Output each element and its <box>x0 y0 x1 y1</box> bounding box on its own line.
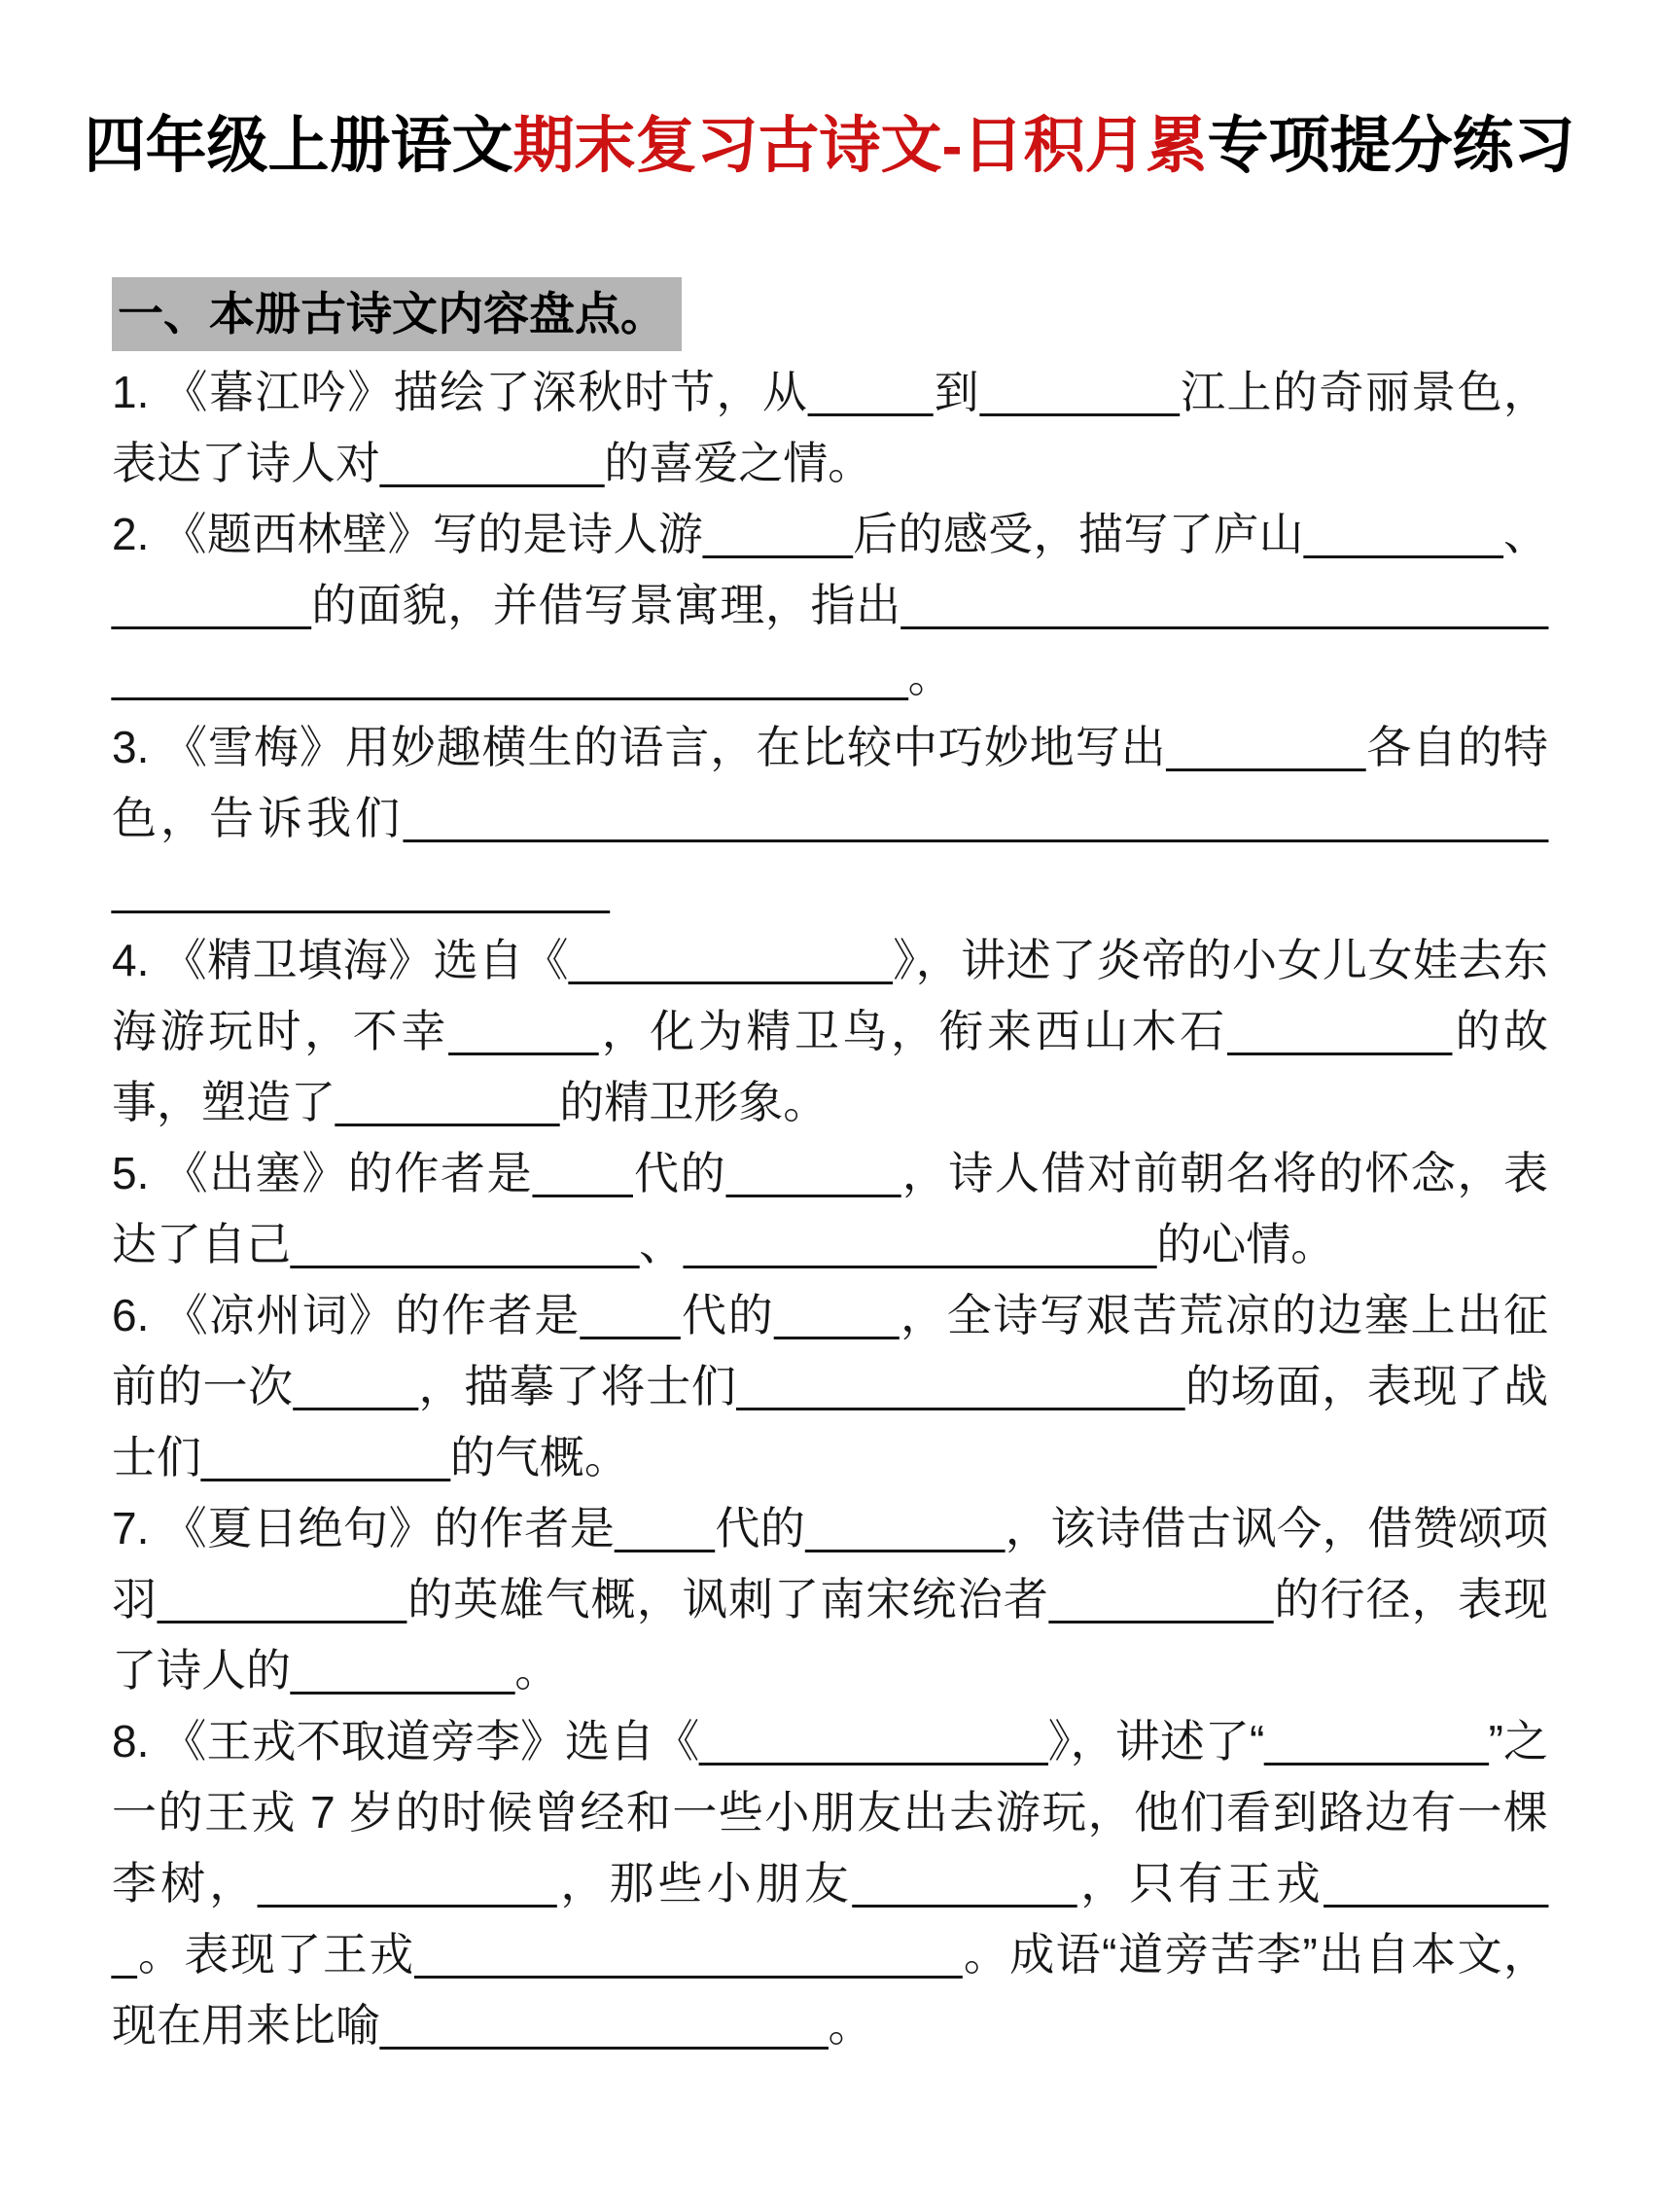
question-item-8: 8. 《王戎不取道旁李》选自《______________》，讲述了“_________”之一的王戎 7 岁的时候曾经和一些小朋友出去游玩，他们看到路边有一棵李树，____________，那些小朋友_________，只有王戎__________。表现了王戎______________________。成语“道旁苦李”出自本文，现在用来比喻__________________。 <box>112 1716 1548 2051</box>
title-segment-red: 期末复习古诗文-日积月累 <box>512 112 1208 180</box>
section-heading: 一、本册古诗文内容盘点。 <box>112 277 682 351</box>
question-item-2: 2. 《题西林壁》写的是诗人游______后的感受，描写了庐山________、________的面貌，并借写景寓理，指出__________________________________________________________。 <box>112 509 1548 701</box>
question-item-4: 4. 《精卫填海》选自《_____________》，讲述了炎帝的小女儿女娃去东海游玩时，不幸______，化为精卫鸟，衔来西山木石_________的故事，塑造了_________的精卫形象。 <box>112 935 1548 1127</box>
question-item-1: 1. 《暮江吟》描绘了深秋时节，从_____到________江上的奇丽景色，表达了诗人对_________的喜爱之情。 <box>112 367 1548 488</box>
question-item-3: 3. 《雪梅》用妙趣横生的语言，在比较中巧妙地写出________各自的特色，告诉我们__________________________________________________________________ <box>112 722 1548 914</box>
question-item-6: 6. 《凉州词》的作者是____代的_____，全诗写艰苦荒凉的边塞上出征前的一次_____，描摹了将士们__________________的场面，表现了战士们__________的气概。 <box>112 1290 1548 1482</box>
question-item-5: 5. 《出塞》的作者是____代的_______，诗人借对前朝名将的怀念，表达了自己______________、___________________的心情。 <box>112 1148 1548 1269</box>
title-segment-black-right: 专项提分练习 <box>1207 112 1575 180</box>
page-title <box>0 112 1659 180</box>
worksheet-content <box>112 277 1548 2061</box>
title-segment-black-left: 四年级上册语文 <box>84 112 513 180</box>
question-item-7: 7. 《夏日绝句》的作者是____代的________，该诗借古讽今，借赞颂项羽__________的英雄气概，讽刺了南宋统治者_________的行径，表现了诗人的_________。 <box>112 1503 1548 1695</box>
